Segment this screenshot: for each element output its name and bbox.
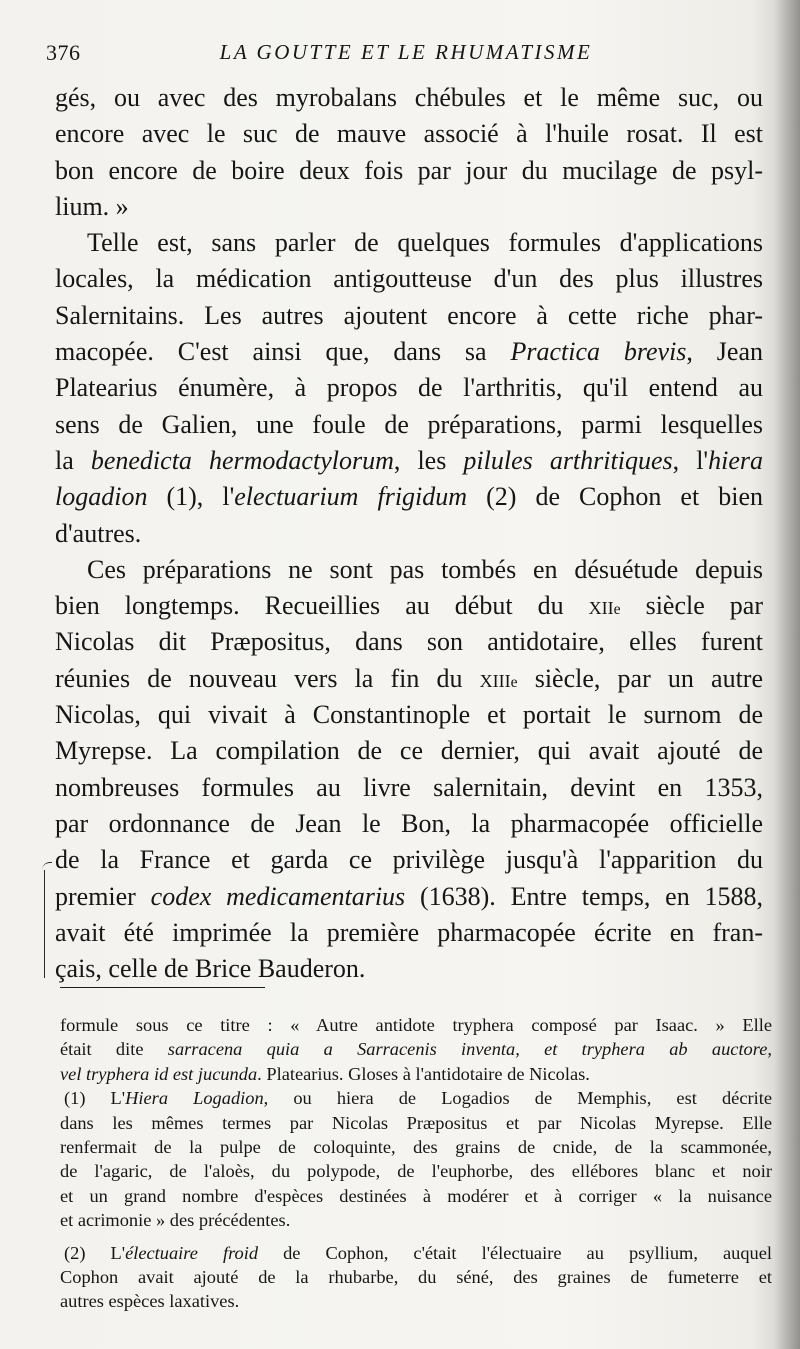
body-line (55, 370, 763, 406)
footnote-line-segment: et acrimonie » des précédentes. (60, 1210, 291, 1231)
body-text (55, 80, 763, 987)
body-line-segment: benedicta hermodactylorum (90, 445, 394, 475)
body-line-segment: lium. » (55, 191, 129, 221)
body-line-segment: bon encore de boire deux fois par jour du mucilage de psyl- (55, 155, 763, 185)
footnote-line (60, 1208, 772, 1232)
body-line (55, 516, 763, 552)
body-line-segment: bien longtemps. Recueillies au début du (55, 591, 589, 621)
body-line (55, 80, 763, 116)
margin-annotation-bracket (44, 870, 53, 978)
footnote-line-segment: de l'agaric, de l'aloès, du polypode, de l'euphorbe, des ellébores blanc et noir (60, 1161, 772, 1182)
footnote-line-segment: Cophon avait ajouté de la rhubarbe, du séné, des graines de fumeterre et (60, 1266, 772, 1287)
body-line (55, 552, 763, 588)
body-line (55, 116, 763, 152)
footnote-line-segment: vel tryphera id est jucunda (60, 1063, 258, 1084)
footnote-line (60, 1037, 772, 1061)
footnote-line (60, 1086, 772, 1110)
footnote-line (60, 1159, 772, 1183)
body-line-segment: hiera (708, 445, 763, 475)
body-line-segment: d'autres. (55, 518, 142, 548)
body-line (55, 624, 763, 660)
footnote-line (60, 1265, 772, 1289)
body-line-segment: , Jean (686, 337, 763, 367)
body-line (55, 697, 763, 733)
body-line (55, 153, 763, 189)
body-line-segment: la (55, 445, 91, 475)
body-line (55, 733, 763, 769)
body-line-segment: siècle, par un autre (517, 663, 763, 693)
body-line-segment: siècle par (620, 591, 763, 621)
body-line (55, 407, 763, 443)
body-line (55, 479, 763, 515)
body-line-segment: Nicolas, qui vivait à Constantinople et portait le surnom de (55, 700, 763, 730)
body-line-segment: (1638). Entre temps, en 1588, (405, 881, 763, 911)
body-line-segment: xiii (479, 663, 511, 693)
body-line (55, 915, 763, 951)
body-line (55, 298, 763, 334)
body-line-segment: xii (588, 591, 614, 621)
footnote-line-segment: , ou hiera de Logadios de Memphis, est décrite (263, 1088, 772, 1109)
body-line-segment: (1), l' (147, 482, 235, 512)
body-line-segment: premier (55, 881, 151, 911)
footnote-line-segment: Hiera Logadion (125, 1088, 264, 1109)
footnote-line (60, 1289, 772, 1313)
page-edge-shadow (774, 0, 800, 1349)
footnote-line-segment: autres espèces laxatives. (60, 1291, 240, 1312)
body-line-segment: sens de Galien, une foule de préparations, parmi lesquelles (55, 409, 763, 439)
body-line-segment: pilules arthritiques (463, 445, 673, 475)
body-line-segment: gés, ou avec des myrobalans chébules et le même suc, ou (55, 83, 763, 112)
footnote-line-segment: sarracena quia a Sarracenis inventa, et tryphera ab auctore, (167, 1039, 772, 1060)
body-line-segment: Ces préparations ne sont pas tombés en désuétude depuis (87, 554, 763, 584)
body-line-segment: nombreuses formules au livre salernitain, devint en 1353, (55, 772, 763, 802)
body-line-segment: logadion (55, 482, 148, 512)
footnote-line-segment: renfermait de la pulpe de coloquinte, des grains de cnide, de la scammonée, (60, 1136, 772, 1157)
body-line-segment: e (510, 673, 518, 691)
running-head: LA GOUTTE ET LE RHUMATISME (219, 40, 593, 64)
footnote-line-segment: (2) L' (64, 1242, 126, 1263)
body-line-segment: locales, la médication antigoutteuse d'un des plus illustres (55, 264, 763, 294)
body-line-segment: macopée. C'est ainsi que, dans sa (55, 337, 511, 367)
body-line (55, 225, 763, 261)
body-line (55, 261, 763, 297)
footnote-line (60, 1241, 772, 1265)
body-line-segment: Platearius énumère, à propos de l'arthritis, qu'il entend au (55, 373, 763, 403)
body-line (55, 588, 763, 624)
body-line-segment: Nicolas dit Præpositus, dans son antidotaire, elles furent (55, 627, 763, 657)
footnote-line (60, 1184, 772, 1208)
footnotes (60, 1013, 772, 1314)
footnote-line-segment: électuaire froid (125, 1242, 259, 1263)
footnote-line (60, 1111, 772, 1135)
body-line (55, 770, 763, 806)
body-line (55, 842, 763, 878)
body-line-segment: , l' (672, 445, 709, 475)
body-line-segment: codex medicamentarius (150, 881, 406, 911)
body-line-segment: Telle est, sans parler de quelques formules d'applications (87, 228, 763, 258)
body-line-segment: çais, celle de Brice Bauderon. (55, 954, 366, 984)
body-line-segment: encore avec le suc de mauve associé à l'huile rosat. Il est (55, 119, 763, 149)
footnote-line-segment: (1) L' (64, 1088, 126, 1109)
footnote-line-segment: dans les mêmes termes par Nicolas Præpositus et par Nicolas Myrepse. Elle (60, 1112, 772, 1133)
footnote-line-segment: . Platearius. Gloses à l'antidotaire de Nicolas. (257, 1063, 590, 1084)
body-line (55, 806, 763, 842)
footnote-line-segment: de Cophon, c'était l'électuaire au psyllium, auquel (258, 1242, 773, 1263)
body-line (55, 334, 763, 370)
body-line-segment: electuarium frigidum (234, 482, 468, 512)
body-line (55, 951, 763, 987)
body-line (55, 879, 763, 915)
body-line-segment: Salernitains. Les autres ajoutent encore à cette riche phar- (55, 300, 763, 330)
body-line-segment: (2) de Cophon et bien (467, 482, 763, 512)
body-line-segment: , les (393, 445, 464, 475)
body-line-segment: de la France et garda ce privilège jusqu'à l'apparition du (55, 845, 763, 875)
footnote-line-segment: et un grand nombre d'espèces destinées à modérer et à corriger « la nuisance (60, 1185, 772, 1206)
body-line-segment: e (613, 601, 621, 619)
page-header (46, 38, 746, 68)
footnote-line (60, 1062, 772, 1086)
body-line-segment: Myrepse. La compilation de ce dernier, qui avait ajouté de (55, 736, 763, 766)
body-line-segment: par ordonnance de Jean le Bon, la pharmacopée officielle (55, 808, 763, 838)
footnote-gap (60, 1233, 772, 1241)
body-line (55, 443, 763, 479)
footnote-line-segment: formule sous ce titre : « Autre antidote tryphera composé par Isaac. » Elle (60, 1015, 772, 1035)
footnote-line (60, 1013, 772, 1037)
body-line-segment: Practica brevis (510, 337, 687, 367)
body-line-segment: avait été imprimée la première pharmacopée écrite en fran- (55, 917, 763, 947)
footnote-line-segment: était dite (60, 1039, 168, 1060)
footnote-separator (60, 987, 265, 988)
body-line-segment: réunies de nouveau vers la fin du (55, 663, 480, 693)
body-line (55, 189, 763, 225)
page-number: 376 (46, 40, 81, 65)
footnote-line (60, 1135, 772, 1159)
body-line (55, 661, 763, 697)
